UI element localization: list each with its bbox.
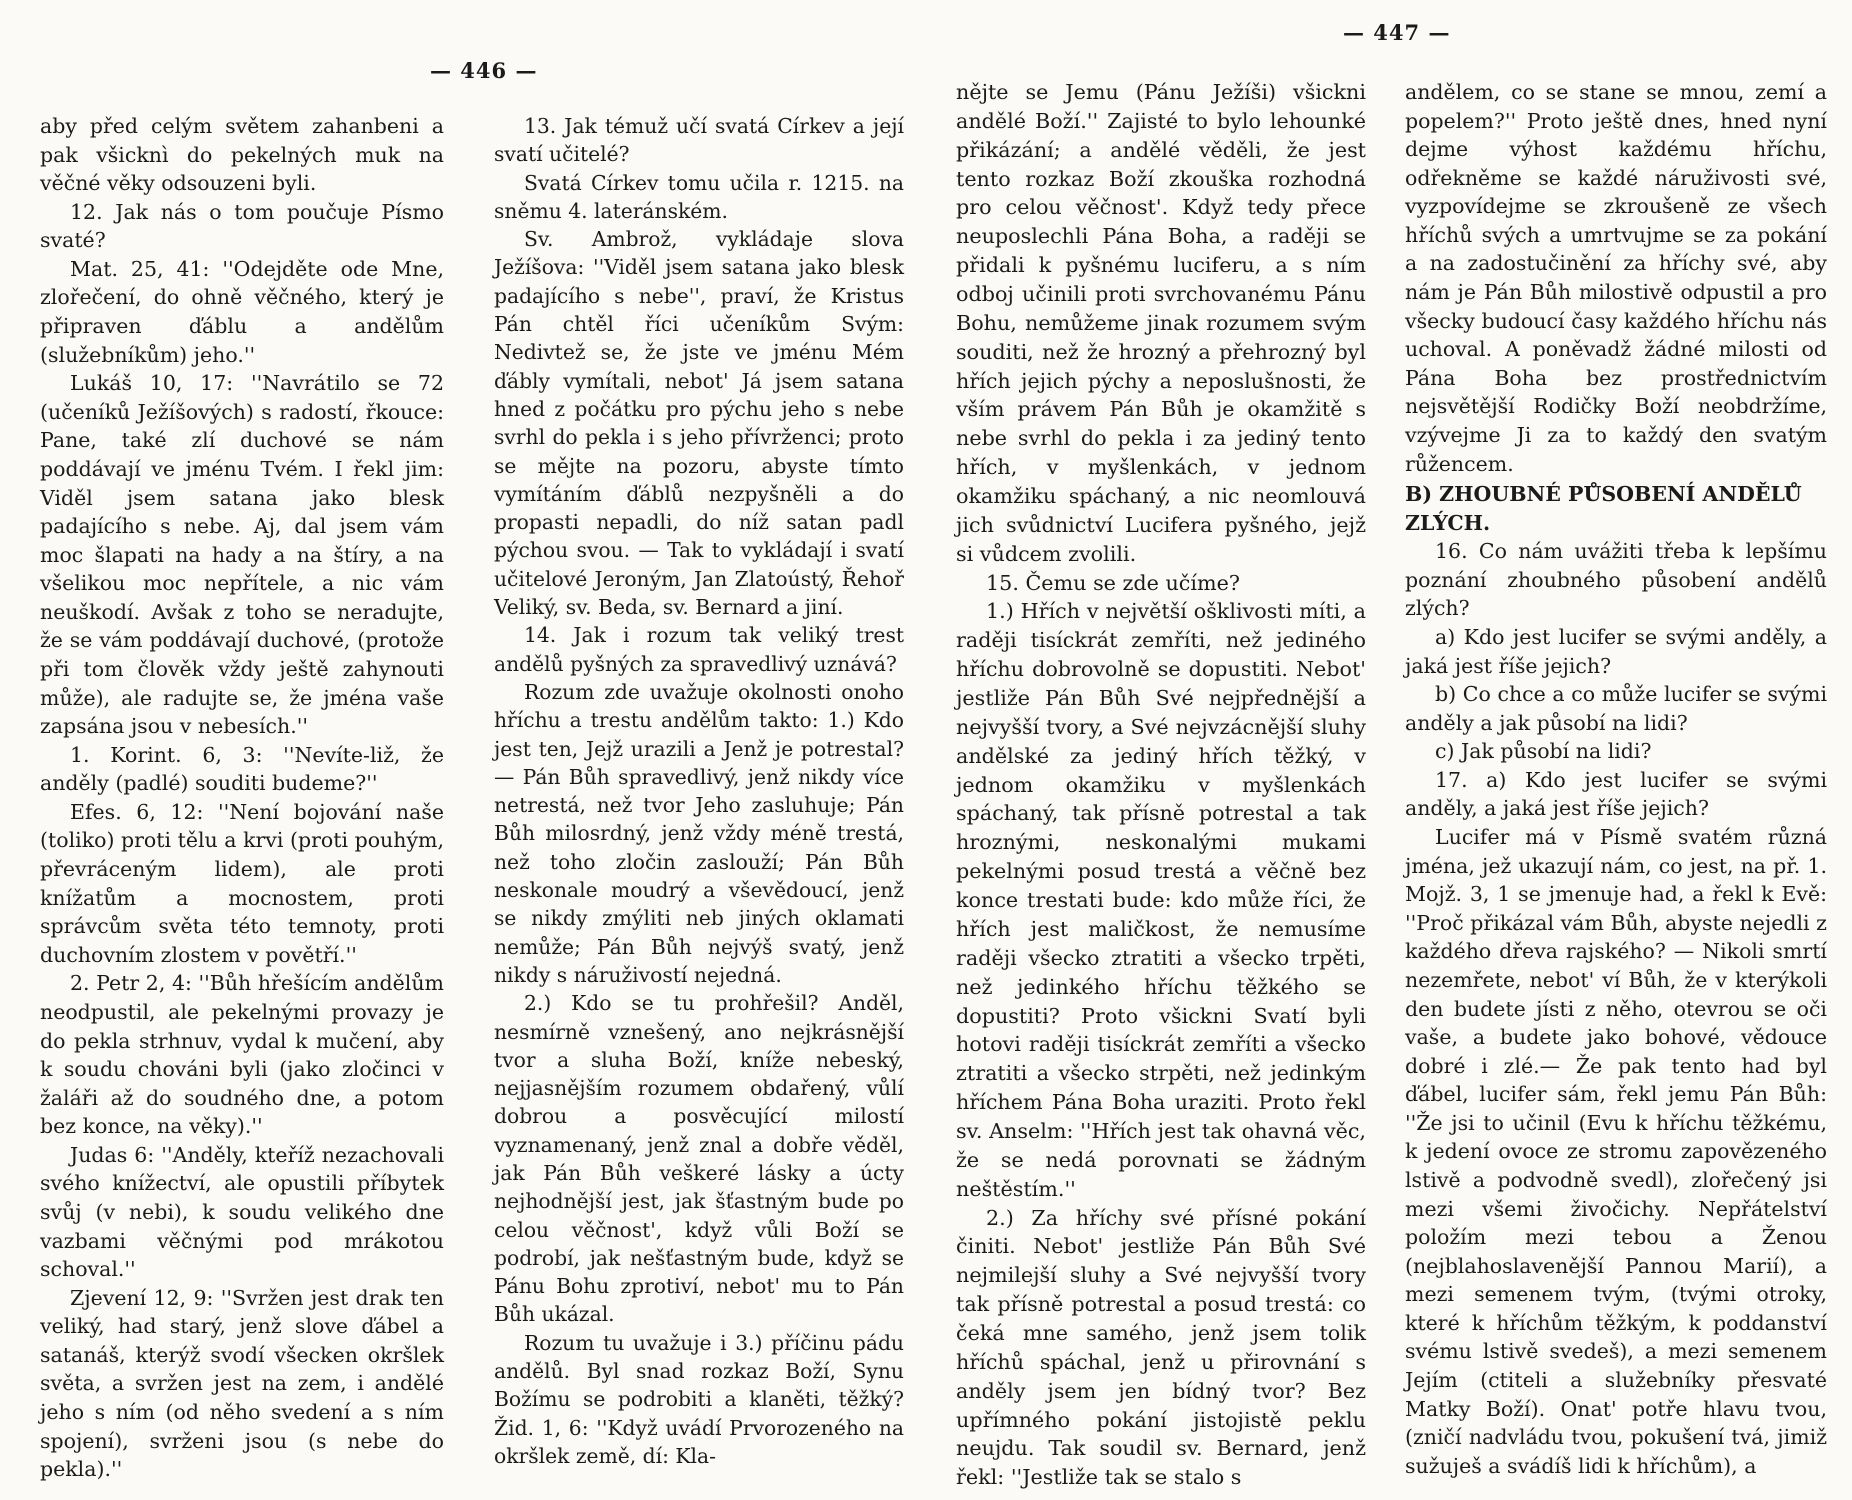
page-number-right: — 447 — <box>1343 20 1451 45</box>
text-column-3 <box>956 78 1366 1492</box>
paragraph: 1.) Hřích v největší ošklivosti míti, a raději tisíckrát zemříti, než jediného hříchu dobrovolně se dopustiti. Nebot' jestliže Pán Bůh Své nejpřednější a nejvyšší tvory, a Své nejvzácnější sluhy andělské za jediný hřích těžký, v jednom okamžiku v myšlenkách spáchaný, tak přísně potrestal a tak hroznými, neskonalými mukami pekelnými posud trestá a věčně bez konce trestati bude: kdo může říci, že hřích jest maličkost, že nemusíme raději všecko ztratiti a všecko trpěti, než jedinkého hříchu těžkého se dopustiti? Proto všickni Svatí byli hotovi raději tisíckrát zemříti a všecko ztratiti a všecko strpěti, než jedinkým hříchem Pána Boha uraziti. Proto řekl sv. Anselm: ''Hřích jest tak ohavná věc, že se nedá porovnati se žádným neštěstím.'' <box>956 599 1366 1201</box>
paragraph: 12. Jak nás o tom poučuje Písmo svaté? <box>40 199 444 253</box>
paragraph: Lukáš 10, 17: ''Navrátilo se 72 (učeníků Ježíšových) s radostí, řkouce: Pane, také zlí duchové se nám poddávají ve jménu Tvém. I řekl jim: Viděl jsem satana jako blesk padajícího s nebe. Aj, dal jsem vám moc šlapati na hady a na štíry, a na všelikou moc nepřítele, a nic vám neuškodí. Avšak z toho se neradujte, že se vám poddávají duchové, (protože při tom člověk vždy ještě zahynouti může), ale radujte se, že jména vaše zapsána jsou v nebesích.'' <box>40 371 444 739</box>
paragraph: b) Co chce a co může lucifer se svými anděly a jak působí na lidi? <box>1405 682 1827 735</box>
paragraph: Efes. 6, 12: ''Není bojování naše (toliko) proti tělu a krvi (proti pouhým, převráceným lidem), ale proti knížatům a mocnostem, proti správcům světa této temnoty, proti duchovním zlostem v povětří.'' <box>40 799 444 967</box>
text-column-4 <box>1405 78 1827 1480</box>
paragraph: 15. Čemu se zde učíme? <box>986 570 1240 595</box>
section-heading: B) ZHOUBNÉ PŮSOBENÍ ANDĚLŮ ZLÝCH. <box>1405 482 1802 535</box>
paragraph: 2. Petr 2, 4: ''Bůh hřešícím andělům neodpustil, ale pekelnými provazy je do pekla strhnuv, vydal k mučení, aby k soudu chováni byli (jako zločinci v žaláři až do soudného dne, a potom bez konce, na věky).'' <box>40 971 444 1139</box>
paragraph: 14. Jak i rozum tak veliký trest andělů pyšných za spravedlivý uznává? <box>494 623 904 676</box>
paragraph: Judas 6: ''Anděly, kteříž nezachovali svého knížectví, ale opustili příbytek svůj (v nebi), k soudu velikého dne vazbami věčnými pod mrákotou schoval.'' <box>40 1142 444 1282</box>
paragraph: Mat. 25, 41: ''Odejděte ode Mne, zlořečení, do ohně věčného, který je připraven ďáblu a andělům (služebníkům) jeho.'' <box>40 256 444 367</box>
text-column-2 <box>494 112 904 1470</box>
paragraph: Rozum zde uvažuje okolnosti onoho hříchu a trestu andělům takto: 1.) Kdo jest ten, Jejž urazili a Jenž je potrestal? — Pán Bůh spravedlivý, jenž nikdy více netrestá, než tvor Jeho zasluhuje; Pán Bůh milosrdný, jenž vždy méně trestá, než toho zločin zaslouží; Pán Bůh neskonale moudrý a vševědoucí, jenž se nikdy zmýliti neb jiných oklamati nemůže; Pán Bůh nejvýš svatý, jenž nikdy s náruživostí nejedná. <box>494 679 904 987</box>
paragraph: andělem, co se stane se mnou, zemí a popelem?'' Proto ještě dnes, hned nyní dejme výhost každému hříchu, odřekněme se každé náruživosti své, vyzpovídejme se zkroušeně ze všech hříchů svých a umrtvujme se za pokání a na zadostučinění za hříchy své, aby nám je Pán Bůh milostivě odpustil a pro všecky budoucí časy každého hříchu nás uchoval. A poněvadž žádné milosti od Pána Boha bez prostřednictvím nejsvětější Rodičky Boží neobdržíme, vzývejme Ji za to každý den svatým růžencem. <box>1405 80 1827 476</box>
paragraph: 13. Jak témuž učí svatá Církev a její svatí učitelé? <box>494 114 904 167</box>
paragraph: aby před celým světem zahanbeni a pak všicknì do pekelných muk na věčné věky odsouzeni byli. <box>40 114 444 196</box>
paragraph: nějte se Jemu (Pánu Ježíši) všickni andělé Boží.'' Zajisté to bylo lehounké přikázání; a andělé věděli, že jest tento rozkaz Boží zkouška rozhodná pro celou věčnost'. Když tedy přece neuposlechli Pána Boha, a raději se přidali k pyšnému luciferu, a s ním odboj učinili proti svrchovanému Pánu Bohu, nemůžeme jinak rozumem svým souditi, než že hrozný a přehrozný byl hřích jejich pýchy a neposlušnosti, že vším právem Pán Bůh je okamžitě s nebe svrhl do pekla i za jediný tento hřích, v myšlenkách, v jednom okamžiku spáchaný, a nic neomlouvá jich svůdnictví Lucifera pyšného, jejž si vůdcem zvolili. <box>956 80 1366 566</box>
text-column-1 <box>40 112 444 1484</box>
paragraph: c) Jak působí na lidi? <box>1435 739 1652 764</box>
page-number-left: — 446 — <box>430 58 538 83</box>
paragraph: Lucifer má v Písmě svatém různá jména, jež ukazují nám, co jest, na př. 1. Mojž. 3, 1 se jmenuje had, a řekl k Evě: ''Proč přikázal vám Bůh, abyste nejedli z každého dřeva rajského? — Nikoli smrtí nezemřete, nebot' ví Bůh, že v kterýkoli den budete jísti z něho, otevrou se oči vaše, a budete jako bohové, vědouce dobré i zlé.— Že pak tento had byl ďábel, lucifer sám, řekl jemu Pán Bůh: ''Že jsi to učinil (Evu k hříchu těžkému, k jedení ovoce ze stromu zapovězeného lstivě a podvodně svedl), zlořečený jsi mezi všemi živočichy. Nepřátelství položím mezi tebou a Ženou (nejblahoslavenější Pannou Marií), a mezi semenem tvým, (tvými otroky, které k hříchům těžkým, k poddanství svému lstivě svedeš), a mezi semenem Jejím (ctiteli a služebníky přesvaté Matky Boží). Onat' potře hlavu tvou, (zničí nadvládu tvou, pokušení tvá, jimiž sužuješ a svádíš lidi k hříchům), a <box>1405 825 1827 1478</box>
paragraph: Sv. Ambrož, vykládaje slova Ježíšova: ''Viděl jsem satana jako blesk padajícího s nebe'', praví, že Kristus Pán chtěl říci učeníkům Svým: Nedivtež se, že jste ve jménu Mém ďábly vymítali, nebot' Já jsem satana hned z počátku pro pýchu jeho s nebe svrhl do pekla i s jeho přívrženci; proto se mějte na pozoru, abyste tímto vymítáním ďáblů nezpyšněli a do propasti nepadli, do níž satan padl pýchou svou. — Tak to vykládají i svatí učitelové Jeroným, Jan Zlatoústý, Řehoř Veliký, sv. Beda, sv. Bernard a jiní. <box>494 227 904 620</box>
paragraph: 2.) Za hříchy své přísné pokání činiti. Nebot' jestliže Pán Bůh Své nejmilejší sluhy a Své nejvyšší tvory tak přísně potrestal a posud trestá: co čeká mne samého, jenž jsem tolik hříchů spáchal, jenž u přirovnání s anděly jsem jen bídný tvor? Bez upřímného pokání jistojistě peklu neujdu. Tak soudil sv. Bernard, jenž řekl: ''Jestliže tak se stalo s <box>956 1205 1366 1490</box>
paragraph: 16. Co nám uvážiti třeba k lepšímu poznání zhoubného působení andělů zlých? <box>1405 539 1827 621</box>
paragraph: Zjevení 12, 9: ''Svržen jest drak ten veliký, had starý, jenž slove ďábel a satanáš, kterýž svodí všecken okršlek světa, a svržen jest na zem, i andělé jeho s ním (od něho svedení a s ním spojení), svrženi jsou (s nebe do pekla).'' <box>40 1285 444 1482</box>
paragraph: 1. Korint. 6, 3: ''Nevíte-liž, že anděly (padlé) souditi budeme?'' <box>40 742 444 796</box>
paragraph: Svatá Církev tomu učila r. 1215. na sněmu 4. lateránském. <box>494 170 904 223</box>
paragraph: 17. a) Kdo jest lucifer se svými anděly, a jaká jest říše jejich? <box>1405 767 1827 821</box>
paragraph: Rozum tu uvažuje i 3.) příčinu pádu andělů. Byl snad rozkaz Boží, Synu Božímu se podrobiti a klaněti, těžký? Žid. 1, 6: ''Když uvádí Prvorozeného na okršlek země, dí: Kla- <box>494 1330 904 1468</box>
paragraph: a) Kdo jest lucifer se svými anděly, a jaká jest říše jejich? <box>1405 624 1827 678</box>
paragraph: 2.) Kdo se tu prohřešil? Anděl, nesmírně vznešený, ano nejkrásnější tvor a sluha Boží, kníže nebeský, nejjasnějším rozumem obdařený, vůlí dobrou a posvěcující milostí vyznamenaný, jenž znal a dobře věděl, jak Pán Bůh veškeré lásky a úcty nejhodnější jest, jak šťastným bude po celou věčnost', když vůli Boží se podrobí, jak nešťastným bude, když se Pánu Bohu zprotiví, nebot' mu to Pán Bůh ukázal. <box>494 991 904 1327</box>
